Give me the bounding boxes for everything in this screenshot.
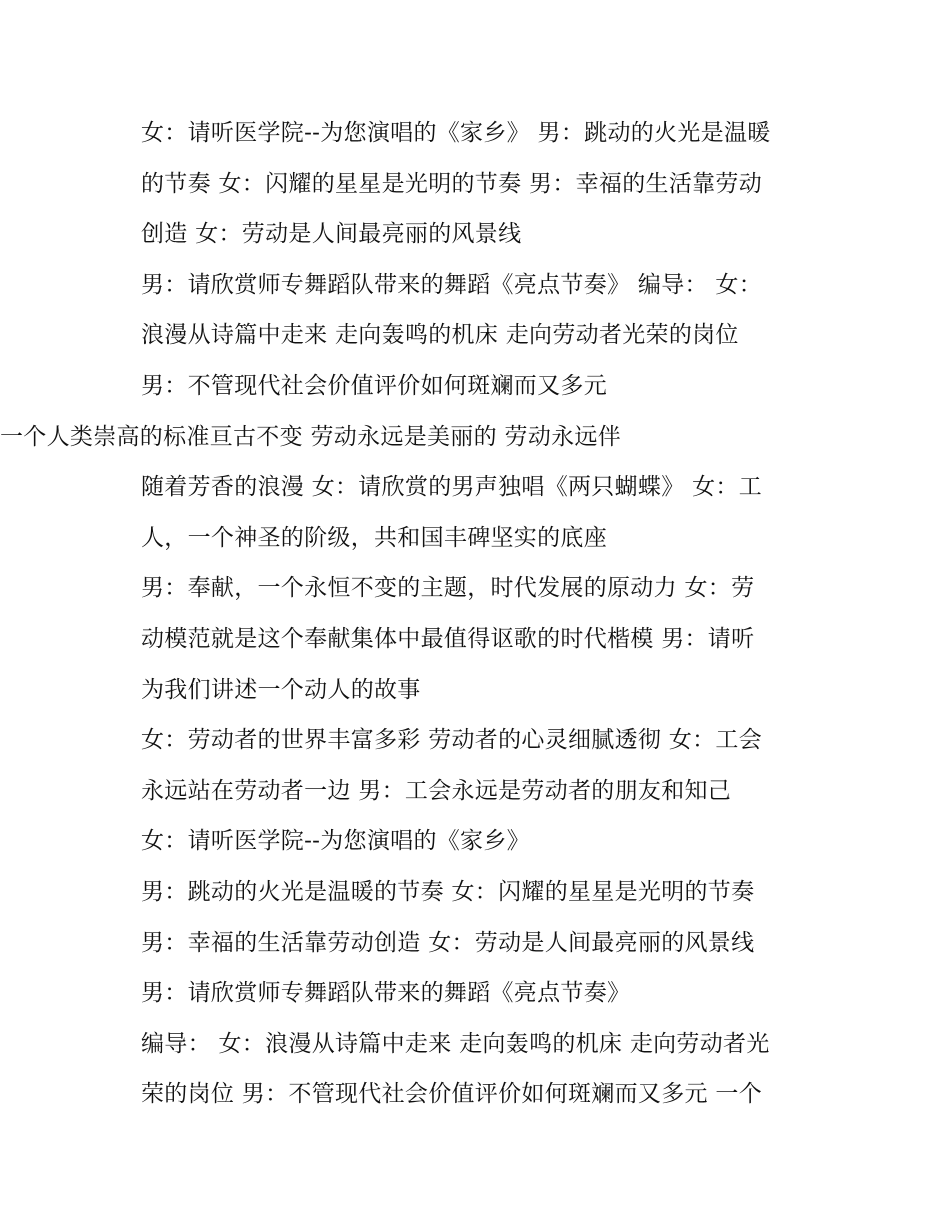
- text-line: 男：奉献，一个永恒不变的主题，时代发展的原动力 女：劳: [141, 575, 755, 602]
- text-line: 随着芳香的浪漫 女：请欣赏的男声独唱《两只蝴蝶》 女：工: [141, 474, 763, 501]
- text-line: 男：跳动的火光是温暖的节奏 女：闪耀的星星是光明的节奏: [141, 878, 755, 905]
- text-line: 动模范就是这个奉献集体中最值得讴歌的时代楷模 男：请听: [141, 625, 755, 652]
- text-line: 男：请欣赏师专舞蹈队带来的舞蹈《亮点节奏》 编导： 女：: [141, 271, 763, 298]
- text-line: 为我们讲述一个动人的故事: [141, 676, 421, 703]
- text-line: 男：请欣赏师专舞蹈队带来的舞蹈《亮点节奏》: [141, 980, 631, 1007]
- text-line: 女：请听医学院--为您演唱的《家乡》 男：跳动的火光是温暖: [141, 120, 771, 146]
- text-line: 女：请听医学院--为您演唱的《家乡》: [141, 828, 530, 855]
- text-line: 女：劳动者的世界丰富多彩 劳动者的心灵细腻透彻 女：工会: [141, 727, 763, 754]
- text-line: 的节奏 女：闪耀的星星是光明的节奏 男：幸福的生活靠劳动: [141, 170, 763, 197]
- document-body: [0, 108, 821, 1120]
- text-line: 荣的岗位 男：不管现代社会价值评价如何斑斓而又多元 一个: [141, 1081, 763, 1108]
- text-line: 编导： 女：浪漫从诗篇中走来 走向轰鸣的机床 走向劳动者光: [141, 1030, 770, 1057]
- text-line: 浪漫从诗篇中走来 走向轰鸣的机床 走向劳动者光荣的岗位: [141, 322, 739, 349]
- text-line: 男：幸福的生活靠劳动创造 女：劳动是人间最亮丽的风景线: [141, 929, 755, 956]
- text-line: 永远站在劳动者一边 男：工会永远是劳动者的朋友和知己: [141, 777, 732, 804]
- text-line: 创造 女：劳动是人间最亮丽的风景线: [141, 221, 522, 248]
- text-line: 男：不管现代社会价值评价如何斑斓而又多元: [141, 372, 607, 399]
- text-line: 人，一个神圣的阶级，共和国丰碑坚实的底座: [141, 524, 607, 551]
- text-line: 一个人类崇高的标准亘古不变 劳动永远是美丽的 劳动永远伴: [0, 423, 622, 450]
